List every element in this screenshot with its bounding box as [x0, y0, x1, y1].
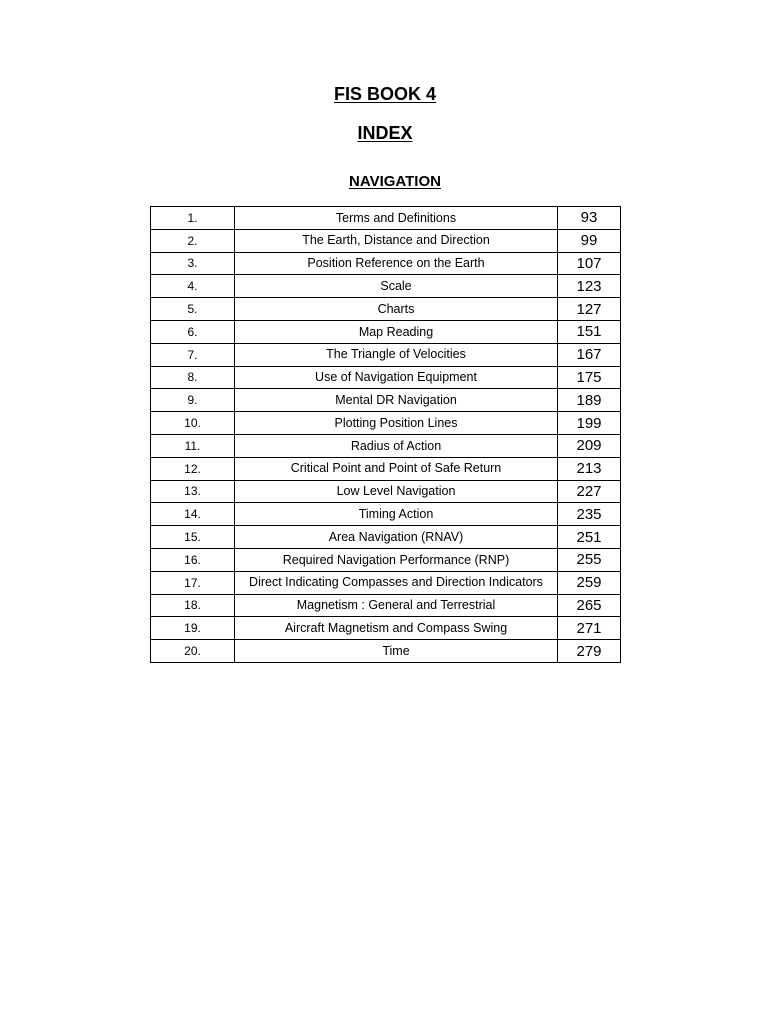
row-number: 12.	[151, 457, 235, 480]
row-number: 16.	[151, 548, 235, 571]
row-page: 209	[558, 434, 621, 457]
table-row	[151, 640, 621, 663]
row-number: 13.	[151, 480, 235, 503]
row-topic: Time	[235, 640, 558, 663]
index-table-body	[151, 207, 621, 663]
row-number: 9.	[151, 389, 235, 412]
row-page: 227	[558, 480, 621, 503]
row-page: 151	[558, 320, 621, 343]
table-row	[151, 389, 621, 412]
row-number: 20.	[151, 640, 235, 663]
row-page: 255	[558, 548, 621, 571]
row-page: 251	[558, 526, 621, 549]
row-number: 11.	[151, 434, 235, 457]
row-page: 271	[558, 617, 621, 640]
row-page: 235	[558, 503, 621, 526]
row-page: 93	[558, 207, 621, 230]
row-page: 259	[558, 571, 621, 594]
row-page: 127	[558, 298, 621, 321]
index-table	[150, 206, 621, 663]
table-row	[151, 275, 621, 298]
table-row	[151, 298, 621, 321]
row-topic: Timing Action	[235, 503, 558, 526]
table-row	[151, 480, 621, 503]
row-page: 123	[558, 275, 621, 298]
row-topic: Low Level Navigation	[235, 480, 558, 503]
row-number: 3.	[151, 252, 235, 275]
row-page: 265	[558, 594, 621, 617]
row-number: 1.	[151, 207, 235, 230]
table-row	[151, 412, 621, 435]
row-topic: Terms and Definitions	[235, 207, 558, 230]
table-row	[151, 343, 621, 366]
table-row	[151, 548, 621, 571]
row-topic: The Earth, Distance and Direction	[235, 229, 558, 252]
row-topic: Position Reference on the Earth	[235, 252, 558, 275]
row-number: 10.	[151, 412, 235, 435]
row-page: 199	[558, 412, 621, 435]
table-row	[151, 457, 621, 480]
row-topic: Required Navigation Performance (RNP)	[235, 548, 558, 571]
row-topic: Mental DR Navigation	[235, 389, 558, 412]
row-number: 8.	[151, 366, 235, 389]
row-page: 167	[558, 343, 621, 366]
row-page: 189	[558, 389, 621, 412]
row-page: 99	[558, 229, 621, 252]
row-topic: Charts	[235, 298, 558, 321]
row-topic: Magnetism : General and Terrestrial	[235, 594, 558, 617]
table-row	[151, 617, 621, 640]
row-page: 279	[558, 640, 621, 663]
row-topic: Direct Indicating Compasses and Direction Indicators	[235, 571, 558, 594]
row-topic: Aircraft Magnetism and Compass Swing	[235, 617, 558, 640]
row-topic: Plotting Position Lines	[235, 412, 558, 435]
book-title: FIS BOOK 4	[333, 84, 436, 104]
row-number: 17.	[151, 571, 235, 594]
table-row	[151, 594, 621, 617]
table-row	[151, 229, 621, 252]
row-number: 2.	[151, 229, 235, 252]
table-row	[151, 571, 621, 594]
row-number: 7.	[151, 343, 235, 366]
index-title: INDEX	[357, 123, 413, 143]
row-number: 5.	[151, 298, 235, 321]
row-page: 175	[558, 366, 621, 389]
row-number: 14.	[151, 503, 235, 526]
row-topic: Radius of Action	[235, 434, 558, 457]
row-topic: Scale	[235, 275, 558, 298]
row-topic: Critical Point and Point of Safe Return	[235, 457, 558, 480]
row-topic: Use of Navigation Equipment	[235, 366, 558, 389]
row-number: 18.	[151, 594, 235, 617]
row-number: 6.	[151, 320, 235, 343]
table-row	[151, 526, 621, 549]
table-row	[151, 366, 621, 389]
row-number: 4.	[151, 275, 235, 298]
table-row	[151, 320, 621, 343]
row-number: 15.	[151, 526, 235, 549]
table-row	[151, 252, 621, 275]
table-row	[151, 434, 621, 457]
row-topic: Area Navigation (RNAV)	[235, 526, 558, 549]
table-row	[151, 207, 621, 230]
row-topic: The Triangle of Velocities	[235, 343, 558, 366]
row-number: 19.	[151, 617, 235, 640]
row-page: 107	[558, 252, 621, 275]
section-title: NAVIGATION	[349, 173, 441, 190]
row-topic: Map Reading	[235, 320, 558, 343]
row-page: 213	[558, 457, 621, 480]
table-row	[151, 503, 621, 526]
